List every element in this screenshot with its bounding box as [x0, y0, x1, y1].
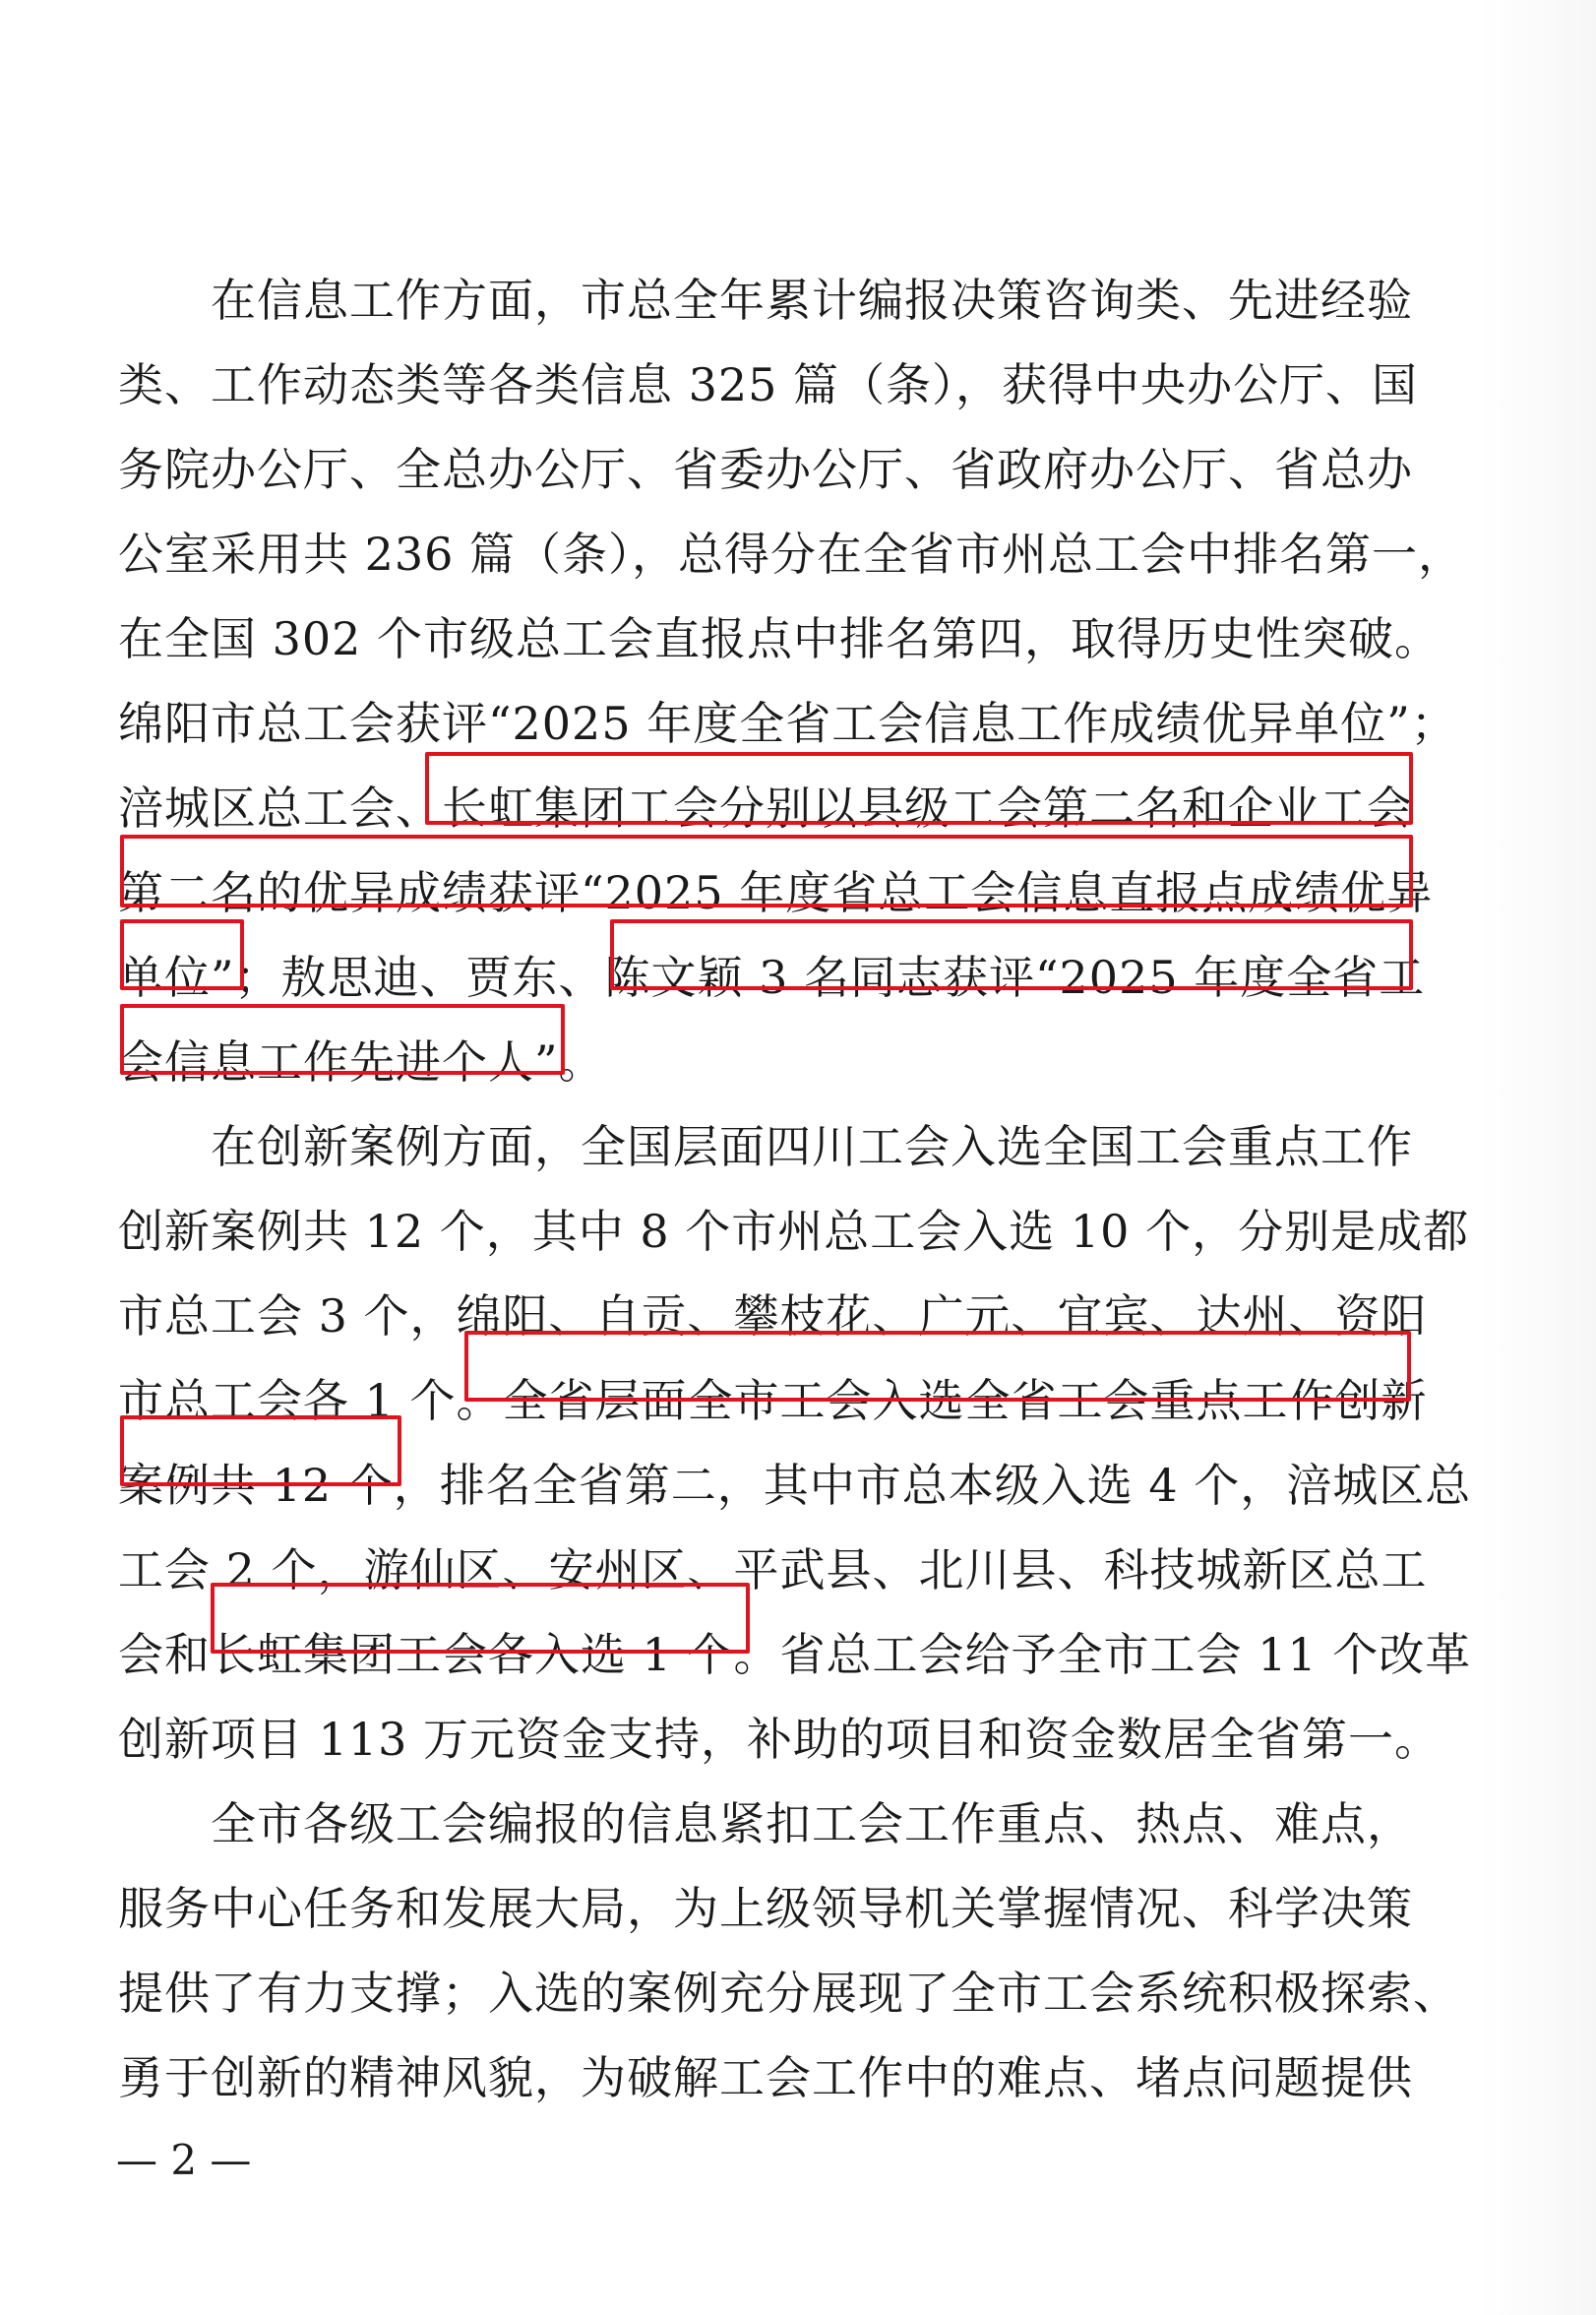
highlight-box: [120, 835, 1413, 907]
highlight-box: [211, 1583, 750, 1654]
highlight-box: [425, 752, 1413, 825]
highlight-box: [120, 1415, 401, 1486]
text-line: 全市各级工会编报的信息紧扣工会工作重点、热点、难点，: [118, 1797, 1413, 1850]
text-line: 提供了有力支撑；入选的案例充分展现了全市工会系统积极探索、: [118, 1967, 1459, 2020]
text-line: 创新案例共 12 个，其中 8 个市州总工会入选 10 个，分别是成都: [118, 1205, 1470, 1258]
text-line: 第二名的优异成绩获评“2025 年度省总工会信息直报点成绩优异: [118, 866, 1434, 919]
text-line: 类、工作动态类等各类信息 325 篇（条），获得中央办公厅、国: [118, 358, 1419, 411]
text-line: 案例共 12 个，排名全省第二，其中市总本级入选 4 个，涪城区总: [118, 1459, 1472, 1512]
text-line: 涪城区总工会、长虹集团工会分别以县级工会第二名和企业工会: [118, 782, 1413, 835]
text-line: 市总工会 3 个，绵阳、自贡、攀枝花、广元、宜宾、达州、资阳: [118, 1289, 1428, 1343]
text-line: 勇于创新的精神风貌，为破解工会工作中的难点、堵点问题提供: [118, 2051, 1413, 2104]
text-line: 务院办公厅、全总办公厅、省委办公厅、省政府办公厅、省总办: [118, 443, 1413, 496]
text-line: 会和长虹集团工会各入选 1 个。省总工会给予全市工会 11 个改革: [118, 1628, 1472, 1681]
text-line: 服务中心任务和发展大局，为上级领导机关掌握情况、科学决策: [118, 1882, 1413, 1935]
text-line: 创新项目 113 万元资金支持，补助的项目和资金数居全省第一。: [118, 1713, 1442, 1766]
text-line: 在全国 302 个市级总工会直报点中排名第四，取得历史性突破。: [118, 612, 1442, 665]
text-line: 在信息工作方面，市总全年累计编报决策咨询类、先进经验: [118, 274, 1413, 327]
highlight-box: [120, 919, 244, 990]
text-line: 公室采用共 236 篇（条），总得分在全省市州总工会中排名第一，: [118, 528, 1465, 581]
highlight-box: [464, 1331, 1411, 1402]
text-line: 市总工会各 1 个。全省层面全市工会入选全省工会重点工作创新: [118, 1374, 1428, 1427]
page-number: — 2 —: [116, 2136, 252, 2184]
scan-edge-shadow: [1478, 0, 1596, 2315]
text-line: 会信息工作先进个人”。: [118, 1035, 605, 1089]
text-line: 在创新案例方面，全国层面四川工会入选全国工会重点工作: [118, 1120, 1413, 1173]
text-line: 单位”；敖思迪、贾东、陈文颖 3 名同志获评“2025 年度全省工: [118, 951, 1426, 1004]
text-line: 绵阳市总工会获评“2025 年度全省工会信息工作成绩优异单位”；: [118, 697, 1457, 750]
highlight-box: [610, 919, 1413, 990]
text-line: 工会 2 个，游仙区、安州区、平武县、北川县、科技城新区总工: [118, 1543, 1428, 1596]
highlight-box: [120, 1004, 565, 1075]
